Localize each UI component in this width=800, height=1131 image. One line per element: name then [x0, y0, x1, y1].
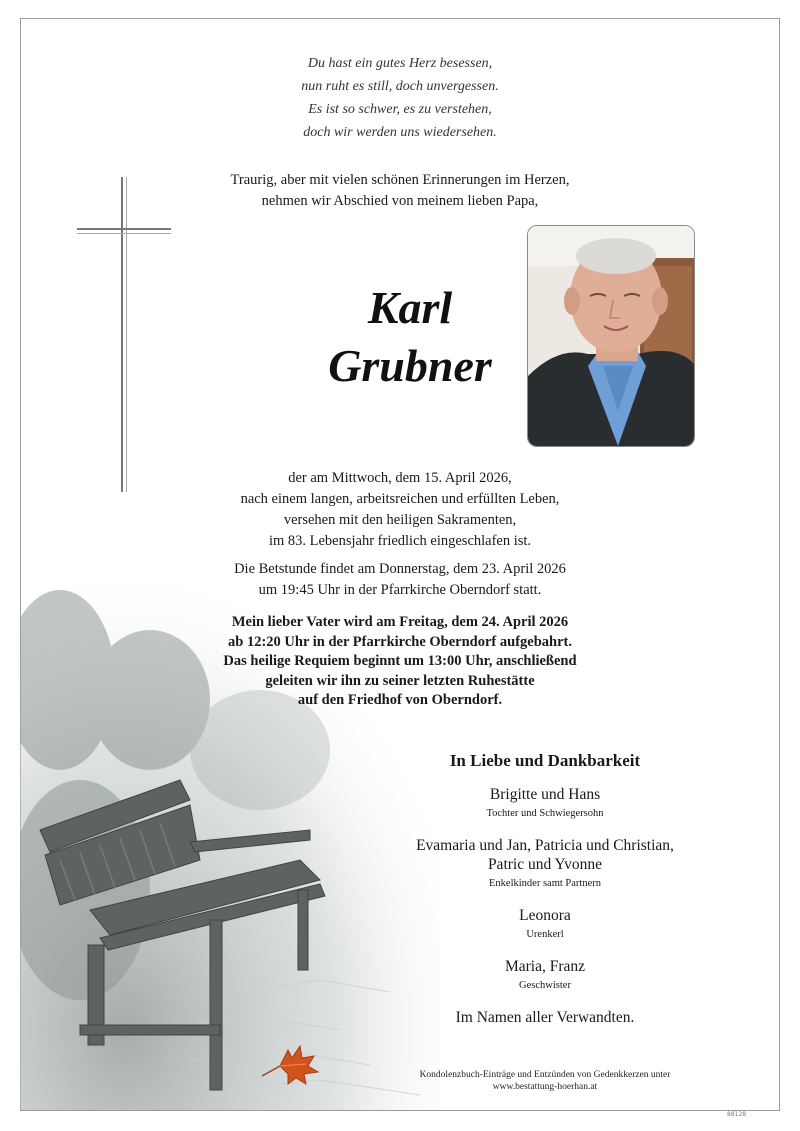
mourner-names: Evamaria und Jan, Patricia und Christian, [416, 837, 674, 854]
autumn-leaf-icon [258, 1040, 320, 1086]
portrait-photo [527, 225, 695, 447]
prayer-hour-line: um 19:45 Uhr in der Pfarrkirche Oberndorf statt. [258, 582, 542, 598]
mourner-names: Brigitte und Hans [489, 786, 601, 803]
print-code: 88128 [727, 1111, 747, 1118]
memorial-poem [200, 52, 600, 144]
mourner-group [380, 906, 710, 943]
mourner-names: Maria, Franz [504, 958, 586, 975]
deceased-first-name: Karl [367, 282, 453, 333]
deceased-last-name: Grubner [328, 340, 492, 391]
death-notice-line: im 83. Lebensjahr friedlich eingeschlafen ist. [268, 533, 532, 549]
cross-icon-crossbar [77, 228, 171, 234]
funeral-line: ab 12:20 Uhr in der Pfarrkirche Oberndorf aufgebahrt. [228, 633, 572, 650]
mourners-section [380, 748, 710, 1027]
funeral-line: auf den Friedhof von Oberndorf. [297, 692, 503, 708]
mourner-relation: Tochter und Schwiegersohn [486, 808, 604, 819]
funeral-line: Mein lieber Vater wird am Freitag, dem 24. April 2026 [231, 614, 569, 630]
mourners-closing: Im Namen aller Verwandten. [455, 1009, 635, 1026]
death-notice-line: der am Mittwoch, dem 15. April 2026, [288, 470, 512, 486]
poem-line: Es ist so schwer, es zu verstehen, [308, 102, 492, 117]
intro-line: Traurig, aber mit vielen schönen Erinnerungen im Herzen, [230, 172, 570, 188]
prayer-hour-line: Die Betstunde findet am Donnerstag, dem 23. April 2026 [234, 561, 566, 577]
prayer-hour-notice [150, 559, 650, 601]
funeral-line: Das heilige Requiem beginnt um 13:00 Uhr, anschließend [223, 653, 577, 669]
poem-line: nun ruht es still, doch unvergessen. [301, 79, 499, 94]
funeral-notice [150, 613, 650, 711]
intro-text [150, 170, 650, 212]
mourners-heading: In Liebe und Dankbarkeit [449, 751, 641, 770]
death-notice [150, 468, 650, 552]
mourner-group [380, 957, 710, 994]
mourner-relation: Geschwister [519, 980, 571, 991]
poem-line: doch wir werden uns wiedersehen. [303, 125, 497, 140]
mourner-names: Leonora [519, 907, 571, 924]
funeral-line: geleiten wir ihn zu seiner letzten Ruhestätte [265, 672, 535, 689]
mourner-relation: Enkelkinder samt Partnern [489, 878, 601, 889]
death-notice-line: nach einem langen, arbeitsreichen und erfüllten Leben, [240, 491, 560, 507]
footer-line: Kondolenzbuch-Einträge und Entzünden von Gedenkkerzen unter [419, 1070, 671, 1080]
mourner-names: Patric und Yvonne [487, 856, 603, 873]
mourner-group [380, 785, 710, 822]
intro-line: nehmen wir Abschied von meinem lieben Papa, [261, 193, 539, 209]
mourner-group [380, 836, 710, 892]
mourner-relation: Urenkerl [526, 929, 564, 940]
condolence-footer [380, 1069, 710, 1093]
cross-icon [121, 177, 127, 492]
poem-line: Du hast ein gutes Herz besessen, [307, 56, 493, 71]
death-notice-line: versehen mit den heiligen Sakramenten, [283, 512, 517, 528]
footer-url[interactable]: www.bestattung-hoerhan.at [492, 1082, 598, 1092]
